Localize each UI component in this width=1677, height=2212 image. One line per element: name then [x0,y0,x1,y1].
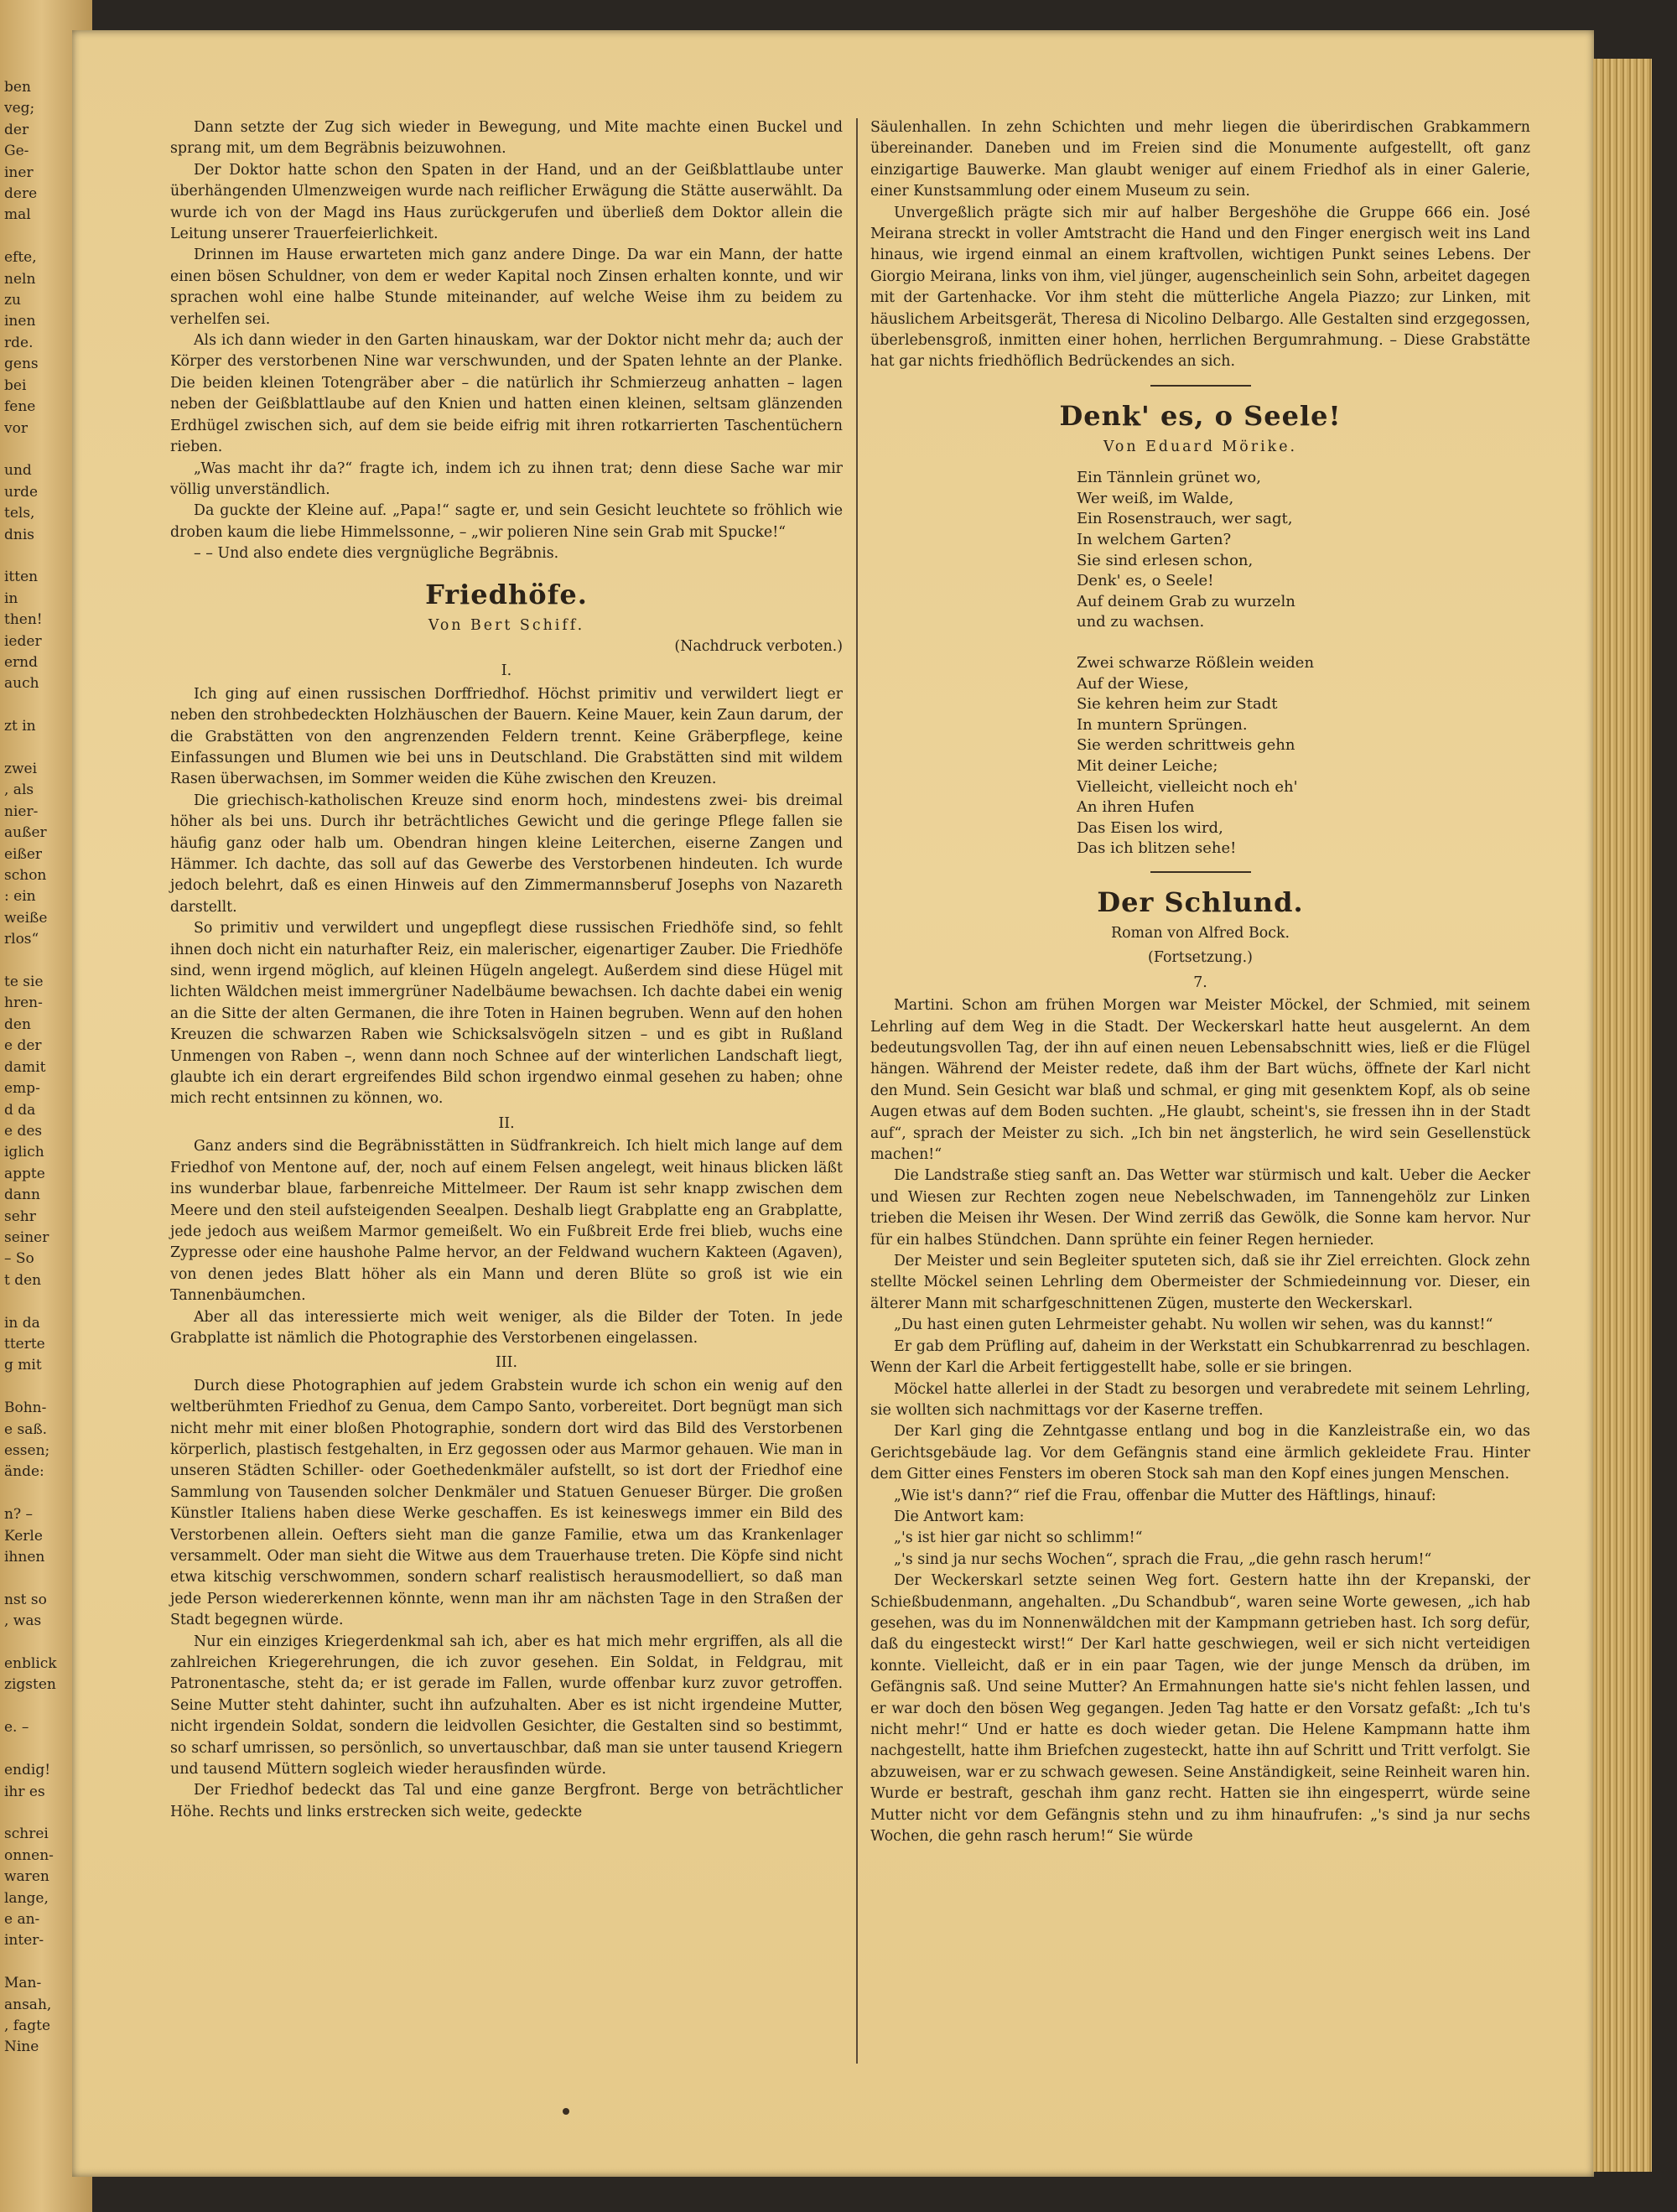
fragment-line: e des [4,1122,43,1140]
novel-para: „Du hast einen guten Lehrmeister gehabt. Nu wollen wir sehen, was du kannst!“ [894,1316,1493,1334]
poem-title: Denk' es, o Seele! [1059,399,1342,432]
fragment-line: e an- [4,1910,40,1928]
article-para: Unvergeßlich prägte sich mir auf halber Bergeshöhe die Gruppe 666 ein. José Meirana streckt in voller Amtstracht die Hand und den Finger energisch weit ins Land hinaus, wie irgend einmal an einem kraftvollen, wichtigen Punkt seines Lebens. Der Giorgio Meirana, links von ihm, viel jünger, augenscheinlich sein Sohn, arbeitet dagegen mit der Gartenhacke. Vor ihm steht die mütterliche Angela Piazzo; zur Linken, mit häuslichem Arbeitsgerät, Theresa di Nicolino Delbargo. Alle Gestalten sind erzgegossen, überlebensgroß, inmitten einer hohen, herrlichen Bergumrahmung. – Diese Grabstätte hat gar nichts friedhöflich Bedrückendes an sich. [870,204,1530,371]
poem-line: Mit deiner Leiche; [1077,757,1218,775]
fragment-line: veg; [4,100,35,117]
fragment-line [4,1633,61,1654]
fragment-line [4,1952,61,1973]
fragment-line: e saß. [4,1420,48,1438]
fragment-line: waren [4,1868,49,1886]
newspaper-page [72,30,1594,2177]
article-byline: Von Bert Schiff. [428,616,585,634]
poem-stanza [1077,468,1530,633]
intro-para: „Was macht ihr da?“ fragte ich, indem ich zu ihnen trat; denn diese Sache war mir völlig unverständlich. [170,460,843,498]
intro-para: Der Doktor hatte schon den Spaten in der Hand, und an der Geißblattlaube unter überhängenden Ulmenzweigen wurde nach reiflicher Erwägung die Stätte auserwählt. Da wurde ich von der Magd ins Haus zurückgerufen und überließ dem Doktor allein die Leitung unserer Trauerfeierlichkeit. [170,161,843,243]
fragment-line: auch [4,675,39,693]
intro-para: Drinnen im Hause erwarteten mich ganz andere Dinge. Da war ein Mann, der hatte einen bösen Schuldner, von dem er weder Kapital noch Zinsen erhalten konnte, und wir sprachen wohl eine halbe Stunde miteinander, auf welche Weise ihm zu beidem zu verhelfen sei. [170,247,843,328]
fragment-line: den [4,1015,31,1033]
fragment-line: Bohn- [4,1399,47,1417]
article-para: So primitiv und verwildert und ungepflegt diese russischen Friedhöfe sind, so fehlt ihnen doch nicht ein naturhafter Reiz, ein malerischer, eigenartiger Zauber. Die Friedhöfe sind, wenn irgend möglich, auf kleinen Hügeln angelegt. Außerdem sind diese Hügel mit lichten Wäldchen meist immergrüner Nadelbäume bewachsen. Ich dachte dabei ein wenig an die Sitte der alten Germanen, die ihre Toten in Hainen begruben. Wenn auf den hohen Kreuzen die schwarzen Raben wie Schicksalsvögeln sitzen – und es gibt in Rußland Unmengen von Raben –, wenn dann noch Schnee auf der winterlichen Landschaft liegt, glaubte ich ein derart ergreifendes Bild schon irgendwo einmal gesehen zu haben; ohne mich recht entsinnen zu können, wo. [170,920,843,1108]
fragment-line [4,1696,61,1717]
poem-line: Sie kehren heim zur Stadt [1077,695,1278,714]
poem-line: Das ich blitzen sehe! [1077,839,1237,858]
article-para: Säulenhallen. In zehn Schichten und mehr liegen die überirdischen Grabkammern übereinander. Daneben und im Freien sind die Monumente aufgestellt, oft ganz einzigartige Bauwerke. Man glaubt weniger auf einem Friedhof als in einer Galerie, einer Kunstsammlung oder einem Museum zu sein. [870,119,1530,200]
page-dot-mark [563,2108,569,2115]
fragment-line: nier- [4,802,39,820]
fragment-line [4,951,61,972]
reprint-note: (Nachdruck verboten.) [674,637,843,655]
fragment-line: inen [4,313,36,330]
poem-line: Das Eisen los wird, [1077,818,1223,837]
fragment-line [4,1568,61,1589]
novel-text [870,995,1530,1847]
novel-para: „'s sind ja nur sechs Wochen“, sprach die Frau, „die gehn rasch herum!“ [894,1550,1432,1568]
fragment-line: seiner [4,1228,49,1246]
fragment-line: dann [4,1186,40,1204]
poem-line: und zu wachsen. [1077,613,1205,631]
intro-para: Da guckte der Kleine auf. „Papa!“ sagte er, und sein Gesicht leuchtete so fröhlich wie droben kaum die liebe Himmelssonne, – „wir polieren Nine sein Grab mit Spucke!“ [170,502,843,541]
poem-line: Denk' es, o Seele! [1077,572,1214,590]
novel-byline: Roman von Alfred Bock. [1110,924,1290,942]
fragment-line: rlos“ [4,931,39,948]
novel-para: Er gab dem Prüfling auf, daheim in der Werkstatt ein Schubkarrenrad zu beschlagen. Wenn der Karl die Arbeit fertiggestellt habe, solle er sie bringen. [870,1337,1530,1377]
fragment-line: ihnen [4,1549,45,1566]
poem-line: Auf deinem Grab zu wurzeln [1077,592,1295,610]
fragment-line: ieder [4,632,42,650]
fragment-line: e der [4,1037,42,1055]
chapter-number: 7. [1193,974,1207,991]
intro-para: Als ich dann wieder in den Garten hinauskam, war der Doktor nicht mehr da; auch der Körper des verstorbenen Nine war verschwunden, und der Spaten lehnte an der Planke. Die beiden kleinen Totengräber aber – die natürlich ihr Schmierzeug anhatten – lagen neben der Geißblattlaube auf den Knien und hatten einen kleinen, seltsam glänzenden Erdhügel zwischen sich, auf dem sie beide eifrig mit ihren rotkarrierten Taschentüchern rieben. [170,332,843,456]
fragment-line: iner [4,164,34,181]
fragment-line [4,1483,61,1504]
column-middle [170,117,843,1823]
fragment-line: ände: [4,1463,44,1481]
fragment-line: iglich [4,1144,44,1161]
fragment-line: sehr [4,1207,36,1225]
fragment-line: lange, [4,1889,49,1907]
fragment-line: e. – [4,1719,29,1737]
fragment-line: fene [4,398,36,416]
fragment-line: rde. [4,334,34,351]
fragment-line: hren- [4,994,43,1012]
fragment-line: dnis [4,526,34,543]
fragment-line: weiße [4,909,48,927]
article-para: Ganz anders sind die Begräbnisstätten in Südfrankreich. Ich hielt mich lange auf dem Friedhof von Mentone auf, der, noch auf einem Felsen angelegt, weit hinaus blicken läßt ins wunderbar blaue, farbenreiche Mittelmeer. Der Raum ist sehr knapp zwischen dem Meere und den steil aufsteigenden Seealpen. Deshalb liegt Grabplatte eng an Grabplatte, jede jedoch aus weißem Marmor gemeißelt. Wo ein Fußbreit Erde frei blieb, wuchs eine Zypresse oder eine haushohe Palme hervor, an der Feldwand wuchern Kakteen (Agaven), von denen jedes Blatt höher als ein Mann und deren Blüte so groß ist wie ein Tannenbäumchen. [170,1138,843,1305]
article-para: Aber all das interessierte mich weit weniger, als die Bilder der Toten. In jede Grabplatte ist nämlich die Photographie des Verstorbenen eingelassen. [170,1308,843,1347]
novel-para: Möckel hatte allerlei in der Stadt zu besorgen und verabredete mit seinem Lehrling, sie wollten sich nachmittags vor der Kaserne treffen. [870,1380,1530,1419]
fragment-line: vor [4,419,28,437]
fragment-line: eißer [4,845,43,863]
section-number: II. [498,1114,515,1132]
poem-stanza [1077,653,1530,859]
poem-byline: Von Eduard Mörike. [1103,438,1298,455]
fragment-line: Man- [4,1975,42,1992]
fragment-line: tels, [4,505,35,522]
fragment-line: – So [4,1250,34,1268]
poem-line: Wer weiß, im Walde, [1077,489,1234,507]
novel-para: Die Landstraße stieg sanft an. Das Wetter war stürmisch und kalt. Ueber die Aecker und Wiesen zur Rechten zogen neue Nebelschwaden, im Tannengehölz zur Linken trieben die Meisen ihr Wesen. Der Wind zerriß das Gewölk, die Sonne kam hervor. Nur für ein halbes Stündchen. Dann sprühte ein feiner Regen hernieder. [870,1167,1530,1249]
fragment-line [4,695,61,716]
fragment-line: onnen- [4,1846,54,1864]
fragment-line: : ein [4,888,36,906]
article-para: Durch diese Photographien auf jedem Grabstein wurde ich schon ein wenig auf den weltberühmten Friedhof zu Genua, dem Campo Santo, vorbereitet. Dort begnügt man sich nicht mehr mit einer bloßen Photographie, sondern dort wird das Bild des Verstorbenen körperlich, plastisch festgehalten, in Erz gegossen oder aus Marmor gehauen. Wie man in unseren Städten Schiller- oder Goethedenkmäler aufstellt, so ist dort der Friedhof eine Sammlung von Tausenden solcher Denkmäler und Statuen Genueser Bürger. Die großen Künstler Italiens haben diese Werke geschaffen. Es ist keineswegs immer ein Bild des Verstorbenen allein. Oefters sieht man die ganze Familie, etwa um das Krankenlager versammelt. Oder man sieht die Witwe aus dem Trauerhause treten. Die Köpfe sind nicht etwa kitschig verschwommen, sondern scharf realistisch herausmodelliert, so daß man jede Person wiedererkennen könnte, wenn man ihr am nächsten Tage in den Straßen der Stadt begegnen würde. [170,1377,843,1629]
poem-body [1077,468,1530,859]
novel-para: „'s ist hier gar nicht so schlimm!“ [894,1529,1143,1547]
fragment-line: emp- [4,1080,40,1098]
fragment-line: mal [4,206,31,224]
fragment-line [4,546,61,567]
fragment-line: d da [4,1101,36,1119]
fragment-line: der [4,121,29,138]
column-divider [856,118,858,2064]
fragment-line: gens [4,356,39,373]
fragment-line: n? – [4,1506,33,1524]
article-para: Ich ging auf einen russischen Dorffriedhof. Höchst primitiv und verwildert liegt er neben den strohbedeckten Holzhäuschen der Bauern. Keine Mauer, kein Zaun darum, der die Grabstätten von den angrenzenden Feldern trennt. Keine Gräberpflege, keine Einfassungen und Blumen wie bei uns in Deutschland. Die Grabstätten sind mit wildem Rasen überwachsen, im Sommer weiden die Kühe zwischen den Kreuzen. [170,685,843,788]
poem-line: In muntern Sprüngen. [1077,715,1248,734]
fragment-line: tterte [4,1335,45,1353]
fragment-line: ihr es [4,1783,45,1800]
fragment-line: Nine [4,2038,39,2056]
fragment-line: ben [4,79,31,96]
fragment-line [4,226,61,247]
article-para: Die griechisch-katholischen Kreuze sind enorm hoch, mindestens zwei- bis dreimal höher als bei uns. Durch ihr beträchtliches Gewicht und die geringe Pflege fallen sie häufig ganz oder halb um. Obendran hingen kleine Leiterchen, eiserne Zangen und Hämmer. Ich dachte, das soll auf das Gewerbe des Verstorbenen hindeuten. Ich wurde jedoch belehrt, daß es einen Hinweis auf den Zimmermannsberuf Josephs von Nazareth darstellt. [170,792,843,916]
fragment-line: Kerle [4,1527,43,1545]
fragment-line: schon [4,867,47,885]
fragment-line: bei [4,376,27,394]
fragment-line [4,439,61,460]
fragment-line: inter- [4,1932,44,1950]
fragment-line: neln [4,270,36,288]
novel-para: Martini. Schon am frühen Morgen war Meister Möckel, der Schmied, mit seinem Lehrling auf dem Weg in die Stadt. Der Weckerskarl hatte heut ausgelernt. An dem bedeutungsvollen Tag, der ihn auf einen neuen Lebensabschnitt wies, ließ er die Flügel hängen. Während der Meister redete, daß ihm der Bart wüchs, öffnete der Karl nicht den Mund. Sein Gesicht war blaß und schmal, er ging mit gesenktem Kopf, als ob seine Augen etwas auf dem Boden suchten. „He glaubt, scheint's, sie fressen ihn in der Stadt auf“, sprach der Meister zu sich. „Ich bin net ängsterlich, he wird sein Gesellenstück machen!“ [870,997,1530,1164]
fragment-line: enblick [4,1655,57,1673]
novel-para: Der Weckerskarl setzte seinen Weg fort. Gestern hatte ihn der Krepanski, der Schießbudenmann, angehalten. „Du Schandbub“, waren seine Worte gewesen, „ich hab gesehen, was du im Nonnenwäldchen mit der Kampmann getrieben hast. Ich sorg defür, daß du eingesteckt wirst!“ Der Karl hatte geschwiegen, weil er sich nicht verteidigen konnte. Vielleicht, daß er in ein paar Tagen, wie der junge Mensch da drüben, im Gefängnis saß. Und seine Mutter? An Ermahnungen hatte sie's nicht fehlen lassen, und er war doch den bösen Weg gegangen. Jeden Tag hatte er den Vorsatz gefaßt: „Ich tu's nicht mehr!“ Und er hatte es doch wieder getan. Die Helene Kampmann hatte ihm nachgestellt, hatte ihm Briefchen zugesteckt, hatte ihn auf Schritt und Tritt verfolgt. Sie abzuweisen, war er zu schwach gewesen. Seine Anständigkeit, seine Reinheit waren hin. Wurde er bestraft, geschah ihm ganz recht. Hatten sie ihn eingesperrt, würde seine Mutter nicht vor dem Gefängnis stehn und zu ihm hinaufrufen: „'s sind ja nur sechs Wochen, die gehn rasch herum!“ Sie würde [870,1572,1530,1846]
fragment-line: g mit [4,1357,42,1374]
fragment-line: te sie [4,974,44,991]
poem-line: Sie sind erlesen schon, [1077,551,1254,569]
poem-line: Vielleicht, vielleicht noch eh' [1077,777,1298,796]
fragment-line: in da [4,1314,40,1332]
novel-para: Die Antwort kam: [894,1508,1025,1525]
fragment-line: zt in [4,718,36,735]
fragment-line: dere [4,185,38,203]
left-page-fragments [4,77,61,2059]
poem-line: An ihren Hufen [1077,798,1195,817]
fragment-line: t den [4,1271,42,1289]
poem-line: Ein Rosenstrauch, wer sagt, [1077,510,1293,528]
novel-title: Der Schlund. [1097,885,1304,918]
fragment-line: Ge- [4,143,29,160]
poem-line: Ein Tännlein grünet wo, [1077,469,1261,487]
fragment-line: , fagte [4,2017,51,2034]
section-number: III. [495,1354,518,1372]
intro-para: – – Und also endete dies vergnügliche Begräbnis. [194,545,559,563]
poem-line: Sie werden schrittweis gehn [1077,736,1295,755]
article-title: Friedhöfe. [425,578,588,610]
novel-para: Der Meister und sein Begleiter sputeten sich, daß sie ihr Ziel erreichten. Glock zehn stellte Möckel seinen Lehrling dem Obermeister der Schmiedeinnung vor. Dieser, ein älterer Mann mit scharfgeschnittenen Zügen, musterte den Weckerskarl. [870,1253,1530,1312]
fragment-line: itten [4,569,39,586]
fragment-line [4,1739,61,1760]
fragment-line: damit [4,1058,46,1076]
article-para: Der Friedhof bedeckt das Tal und eine ganze Bergfront. Berge von beträchtlicher Höhe. Rechts und links erstrecken sich weite, gedeckte [170,1782,843,1820]
fragment-line: appte [4,1165,45,1182]
fragment-line: zwei [4,761,38,777]
fragment-line: zigsten [4,1676,56,1694]
novel-continuation: (Fortsetzung.) [1148,949,1253,967]
page-edge-stack [1593,59,1652,2172]
fragment-line: endig! [4,1762,51,1779]
article-para: Nur ein einziges Kriegerdenkmal sah ich, aber es hat mich mehr ergriffen, als all die zahlreichen Kriegerehrungen, die ich zuvor gesehen. Ein Soldat, in Feldgrau, mit Patronentasche, steht da; er ist gerade im Fallen, wurde offenbar kurz zuvor getroffen. Seine Mutter steht dahinter, sucht ihn aufzuhalten. Aber es ist nicht irgendeine Mutter, nicht irgendein Soldat, sondern die leidvollen Gesichter, die Gestalten sind so bestimmt, so scharf umrissen, so persönlich, so unvertauschbar, daß man sie unter tausend Kriegern und tausend Müttern sogleich wieder herausfinden würde. [170,1633,843,1778]
fragment-line: schrei [4,1825,49,1843]
poem-line: In welchem Garten? [1077,531,1232,549]
fragment-line: urde [4,483,39,501]
fragment-line: , als [4,781,34,799]
fragment-line: in [4,589,18,607]
fragment-line: ernd [4,653,39,671]
fragment-line [4,1803,61,1824]
separator-rule [1150,871,1251,873]
fragment-line: ansah, [4,1996,52,2013]
novel-para: Der Karl ging die Zehntgasse entlang und bog in die Kanzleistraße ein, wo das Gerichtsgebäude lag. Vor dem Gefängnis stand eine ärmlich gekleidete Frau. Hinter dem Gitter eines Fensters im oberen Stock sah man den Kopf eines jungen Menschen. [870,1423,1530,1483]
fragment-line: und [4,462,32,480]
fragment-line: essen; [4,1442,50,1459]
poem-line: Auf der Wiese, [1077,674,1189,693]
fragment-line [4,1291,61,1312]
section-number: I. [501,662,512,680]
fragment-line: zu [4,292,21,309]
fragment-line [4,1377,61,1398]
fragment-line: efte, [4,249,37,267]
fragment-line [4,738,61,759]
fragment-line: nst so [4,1591,47,1608]
separator-rule [1150,385,1251,387]
intro-para: Dann setzte der Zug sich wieder in Bewegung, und Mite machte einen Buckel und sprang mit, um dem Begräbnis beizuwohnen. [170,119,843,158]
column-right [870,117,1530,1847]
fragment-line: , was [4,1612,42,1630]
poem-line: Zwei schwarze Rößlein weiden [1077,654,1315,672]
novel-para: „Wie ist's dann?“ rief die Frau, offenbar die Mutter des Häftlings, hinauf: [894,1487,1436,1504]
fragment-line: then! [4,611,43,629]
fragment-line: außer [4,824,47,842]
